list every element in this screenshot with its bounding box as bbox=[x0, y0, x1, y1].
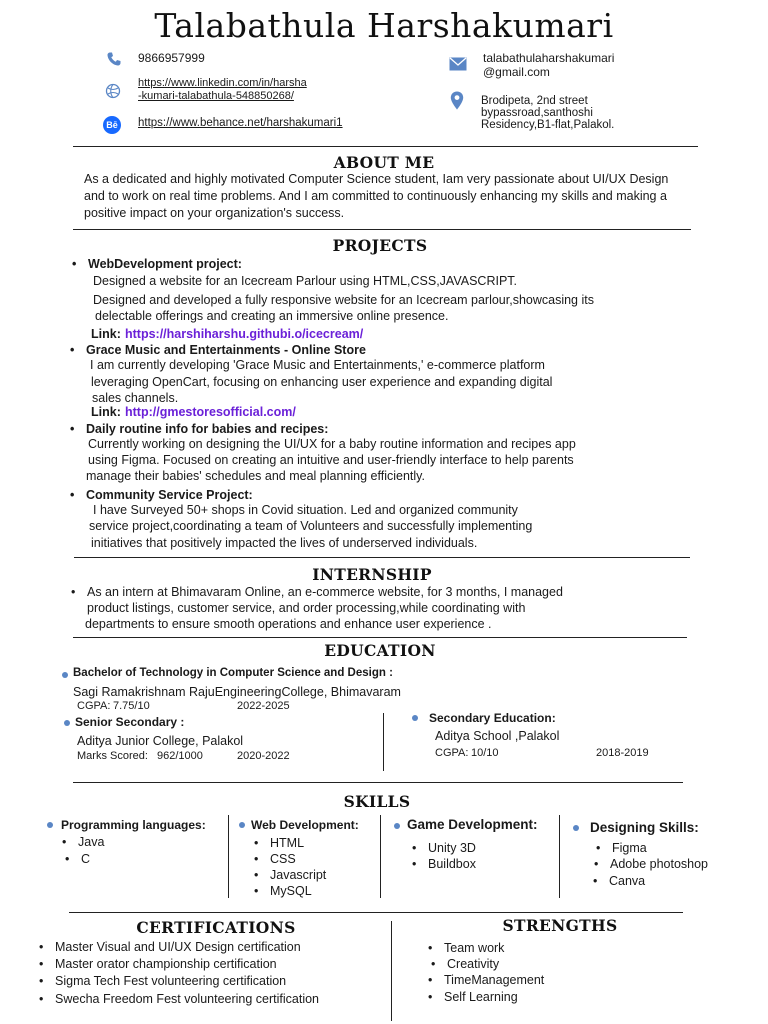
btech-score: 7.75/10 bbox=[113, 700, 150, 712]
project-line: Designed a website for an Icecream Parlour using HTML,CSS,JAVASCRIPT. bbox=[93, 274, 518, 288]
project-link[interactable]: https://harshiharshu.githubi.o/icecream/ bbox=[125, 327, 364, 341]
linkedin-link-line2[interactable]: -kumari-talabathula-548850268/ bbox=[138, 90, 294, 102]
strength-item: • TimeManagement bbox=[444, 972, 544, 989]
about-line: and to work on real time problems. And I am committed to continuously enhancing my skills and making a bbox=[84, 189, 667, 203]
email-line2: @gmail.com bbox=[483, 65, 550, 79]
bullet-dot bbox=[62, 672, 68, 678]
project-line: leveraging OpenCart, focusing on enhancing user experience and expanding digital bbox=[91, 375, 553, 389]
skill-heading-web: Web Development: bbox=[251, 818, 359, 832]
skill-item: • Unity 3D bbox=[428, 840, 476, 857]
location-pin-icon bbox=[450, 91, 464, 110]
senior-years: 2020-2022 bbox=[237, 750, 290, 762]
skill-item: • CSS bbox=[270, 851, 296, 868]
phone-number: 9866957999 bbox=[138, 51, 205, 65]
project-line: manage their babies' schedules and meal planning efficiently. bbox=[86, 469, 425, 483]
strength-item: • Team work bbox=[444, 940, 504, 957]
project-line: Currently working on designing the UI/UX for a baby routine information and recipes app bbox=[88, 437, 576, 451]
skill-item: • HTML bbox=[270, 835, 304, 852]
about-title: ABOUT ME bbox=[333, 153, 435, 172]
project-line: service project,coordinating a team of Volunteers and successfully implementing bbox=[89, 519, 533, 533]
skill-item: • Buildbox bbox=[428, 856, 476, 873]
link-label: Link: bbox=[91, 405, 121, 419]
secondary-score: 10/10 bbox=[471, 747, 499, 759]
project-line: delectable offerings and creating an immersive online presence. bbox=[95, 309, 449, 323]
certification-item: • Master orator championship certification bbox=[55, 956, 277, 973]
internship-title: INTERNSHIP bbox=[312, 565, 432, 584]
btech-years: 2022-2025 bbox=[237, 700, 290, 712]
bullet-dot bbox=[394, 823, 400, 829]
globe-icon bbox=[105, 83, 121, 99]
secondary-heading: Secondary Education: bbox=[429, 711, 556, 725]
project-heading: • Daily routine info for babies and recipes: bbox=[86, 421, 328, 438]
bullet-dot bbox=[239, 822, 245, 828]
behance-link[interactable]: https://www.behance.net/harshakumari1 bbox=[138, 117, 343, 129]
divider bbox=[73, 229, 691, 230]
bullet-dot bbox=[412, 715, 418, 721]
vertical-divider bbox=[228, 815, 229, 898]
email-line1: talabathulaharshakumari bbox=[483, 51, 615, 65]
skill-heading-game: Game Development: bbox=[407, 817, 538, 832]
skill-item: • Figma bbox=[612, 840, 647, 857]
skill-heading-design: Designing Skills: bbox=[590, 820, 699, 835]
internship-line: • As an intern at Bhimavaram Online, an e-commerce website, for 3 months, I managed bbox=[87, 584, 563, 601]
btech-heading: Bachelor of Technology in Computer Science and Design : bbox=[73, 667, 393, 679]
senior-score: 962/1000 bbox=[157, 750, 203, 762]
vertical-divider bbox=[559, 815, 560, 898]
about-line: As a dedicated and highly motivated Computer Science student, Iam very passionate about UI/UX Design bbox=[84, 172, 669, 186]
internship-line: product listings, customer service, and order processing,while coordinating with bbox=[87, 601, 526, 615]
strength-item: • Self Learning bbox=[444, 989, 518, 1006]
divider bbox=[73, 146, 698, 147]
project-heading: • Community Service Project: bbox=[86, 487, 253, 504]
bullet-dot bbox=[64, 720, 70, 726]
certification-item: • Sigma Tech Fest volunteering certification bbox=[55, 973, 286, 990]
btech-college: Sagi Ramakrishnam RajuEngineeringCollege, Bhimavaram bbox=[73, 685, 401, 699]
address-line2: bypassroad,santhoshi bbox=[481, 107, 593, 119]
email-icon bbox=[449, 57, 467, 71]
phone-icon bbox=[106, 51, 122, 67]
project-line: using Figma. Focused on creating an intuitive and user-friendly interface to help parents bbox=[88, 453, 574, 467]
vertical-divider bbox=[391, 921, 392, 1021]
divider bbox=[69, 912, 683, 913]
project-line: sales channels. bbox=[92, 391, 179, 405]
link-label: Link: bbox=[91, 327, 121, 341]
skill-item: • Canva bbox=[609, 873, 645, 890]
address-line1: Brodipeta, 2nd street bbox=[481, 95, 588, 107]
address-line3: Residency,B1-flat,Palakol. bbox=[481, 119, 615, 131]
resume-name: Talabathula Harshakumari bbox=[154, 6, 614, 45]
project-line: initiatives that positively impacted the lives of underserved individuals. bbox=[91, 536, 478, 550]
btech-score-label: CGPA: bbox=[77, 700, 111, 712]
skill-item: • Adobe photoshop bbox=[610, 856, 708, 873]
senior-heading: Senior Secondary : bbox=[75, 715, 185, 729]
vertical-divider bbox=[383, 713, 384, 771]
bullet-dot bbox=[47, 822, 53, 828]
strengths-title: STRENGTHS bbox=[502, 916, 618, 935]
bullet-dot bbox=[573, 825, 579, 831]
skill-item: • Javascript bbox=[270, 867, 326, 884]
project-line: I am currently developing 'Grace Music and Entertainments,' e-commerce platform bbox=[90, 358, 545, 372]
certification-item: • Master Visual and UI/UX Design certification bbox=[55, 939, 301, 956]
about-line: positive impact on your organization's success. bbox=[84, 206, 345, 220]
skill-heading-programming: Programming languages: bbox=[61, 818, 206, 832]
vertical-divider bbox=[380, 815, 381, 898]
internship-line: departments to ensure smooth operations and enhance user experience . bbox=[85, 617, 492, 631]
behance-icon: Bē bbox=[103, 116, 121, 134]
secondary-score-label: CGPA: bbox=[435, 747, 469, 759]
education-title: EDUCATION bbox=[324, 641, 436, 660]
divider bbox=[74, 557, 690, 558]
project-line: I have Surveyed 50+ shops in Covid situation. Led and organized community bbox=[93, 503, 518, 517]
skill-item: • C bbox=[81, 851, 90, 868]
project-line: Designed and developed a fully responsive website for an Icecream parlour,showcasing its bbox=[93, 293, 594, 307]
project-link[interactable]: http://gmestoresofficial.com/ bbox=[125, 405, 296, 419]
senior-college: Aditya Junior College, Palakol bbox=[77, 734, 244, 748]
certifications-title: CERTIFICATIONS bbox=[136, 918, 296, 937]
skill-item: • MySQL bbox=[270, 883, 312, 900]
divider bbox=[73, 782, 683, 783]
secondary-years: 2018-2019 bbox=[596, 747, 649, 759]
linkedin-link-line1[interactable]: https://www.linkedin.com/in/harsha bbox=[138, 77, 307, 89]
skills-title: SKILLS bbox=[343, 792, 411, 811]
certification-item: • Swecha Freedom Fest volunteering certification bbox=[55, 991, 319, 1008]
divider bbox=[73, 637, 687, 638]
project-heading: • WebDevelopment project: bbox=[88, 256, 242, 273]
skill-item: • Java bbox=[78, 834, 104, 851]
project-heading: • Grace Music and Entertainments - Online Store bbox=[86, 342, 366, 359]
senior-score-label: Marks Scored: bbox=[77, 750, 148, 762]
secondary-school: Aditya School ,Palakol bbox=[435, 729, 560, 743]
strength-item: • Creativity bbox=[447, 956, 499, 973]
projects-title: PROJECTS bbox=[332, 236, 428, 255]
